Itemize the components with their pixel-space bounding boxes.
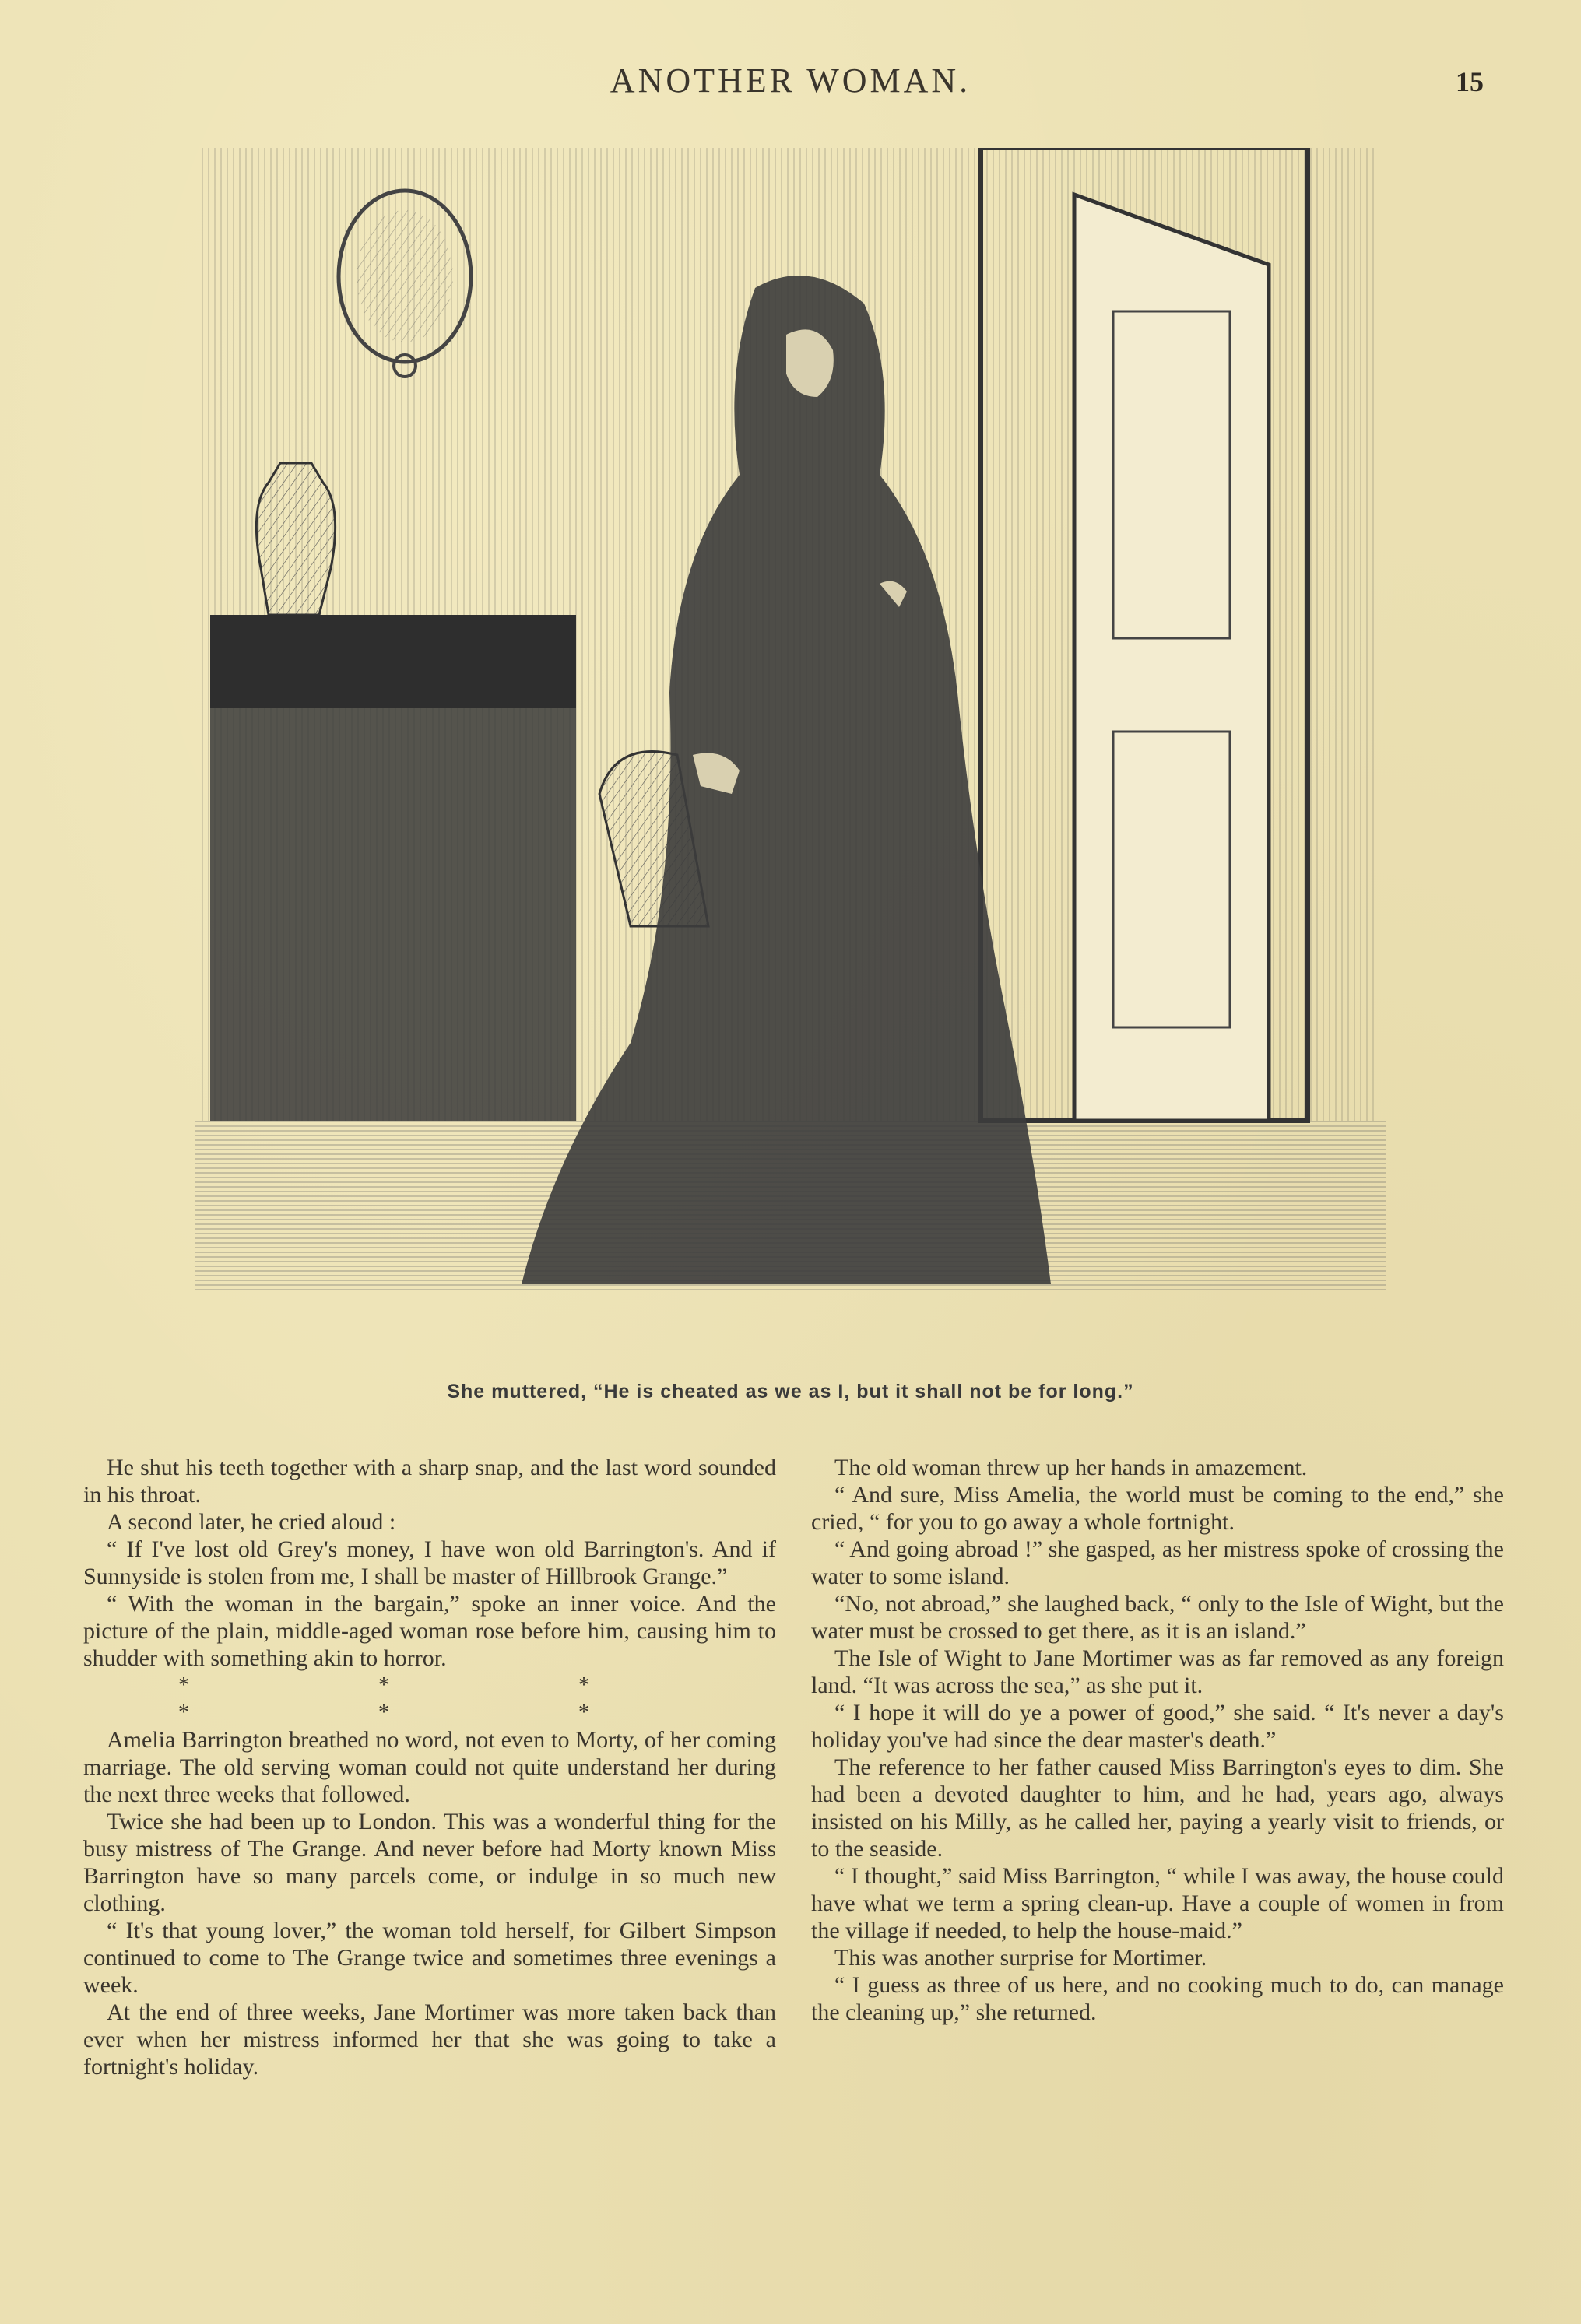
paragraph: “ I thought,” said Miss Barrington, “ while I was away, the house could have what we term a spring clean-up. Have a couple of women in from the village if needed, to help the house-maid.” — [811, 1863, 1504, 1943]
paragraph: Amelia Barrington breathed no word, not even to Morty, of her coming marriage. The old serving woman could not quite understand her during the next three weeks that followed. — [83, 1727, 776, 1807]
paragraph: The old woman threw up her hands in amazement. — [834, 1455, 1308, 1480]
paragraph: Twice she had been up to London. This was a wonderful thing for the busy mistress of The Grange. And never before had Morty known Miss Barrington have so many parcels come, or indulge in so much new clothing. — [83, 1809, 776, 1916]
paragraph: At the end of three weeks, Jane Mortimer was more taken back than ever when her mistress informed her that she was going to take a fortnight's holiday. — [83, 1999, 776, 2080]
engraving-illustration — [195, 148, 1386, 1370]
page-number: 15 — [1456, 66, 1484, 97]
paragraph: The Isle of Wight to Jane Mortimer was as far removed as any foreign land. “It was across the sea,” as she put it. — [811, 1645, 1504, 1698]
paragraph: The reference to her father caused Miss Barrington's eyes to dim. She had been a devoted daughter to him, and he had, years ago, always insisted on his Milly, as he called her, paying a yearly visit to friends, or to the seaside. — [811, 1754, 1504, 1862]
paragraph: “ If I've lost old Grey's money, I have won old Barrington's. And if Sunnyside is stolen from me, I shall be master of Hillbrook Grange.” — [83, 1536, 776, 1589]
left-column — [83, 1454, 776, 2080]
paragraph: He shut his teeth together with a sharp snap, and the last word sounded in his throat. — [83, 1455, 776, 1508]
paragraph: “ And sure, Miss Amelia, the world must be coming to the end,” she cried, “ for you to go away a whole fortnight. — [811, 1482, 1504, 1535]
paragraph: “ I hope it will do ye a power of good,” she said. “ It's never a day's holiday you've had since the dear master's death.” — [811, 1700, 1504, 1753]
paragraph: “ With the woman in the bargain,” spoke an inner voice. And the picture of the plain, middle-aged woman rose before him, causing him to shudder with something akin to horror. — [83, 1591, 776, 1671]
paragraph: A second later, he cried aloud : — [107, 1509, 396, 1535]
paragraph: “ I guess as three of us here, and no cooking much to do, can manage the cleaning up,” she returned. — [811, 1972, 1504, 2025]
section-break-stars: * * * * * * — [178, 1673, 681, 1725]
paragraph: “ And going abroad !” she gasped, as her mistress spoke of crossing the water to some island. — [811, 1536, 1504, 1589]
paragraph: “ It's that young lover,” the woman told herself, for Gilbert Simpson continued to come to The Grange twice and sometimes three evenings a week. — [83, 1918, 776, 1998]
right-column — [811, 1454, 1504, 2026]
paragraph: This was another surprise for Mortimer. — [834, 1945, 1207, 1971]
running-head-title: ANOTHER WOMAN. — [610, 61, 971, 100]
paragraph: “No, not abroad,” she laughed back, “ only to the Isle of Wight, but the water must be crossed to get there, as it is an island.” — [811, 1591, 1504, 1644]
vase-icon — [256, 463, 335, 615]
open-door-icon — [1074, 195, 1269, 1121]
illustration-caption: She muttered, “He is cheated as we as I, but it shall not be for long.” — [447, 1381, 1134, 1402]
